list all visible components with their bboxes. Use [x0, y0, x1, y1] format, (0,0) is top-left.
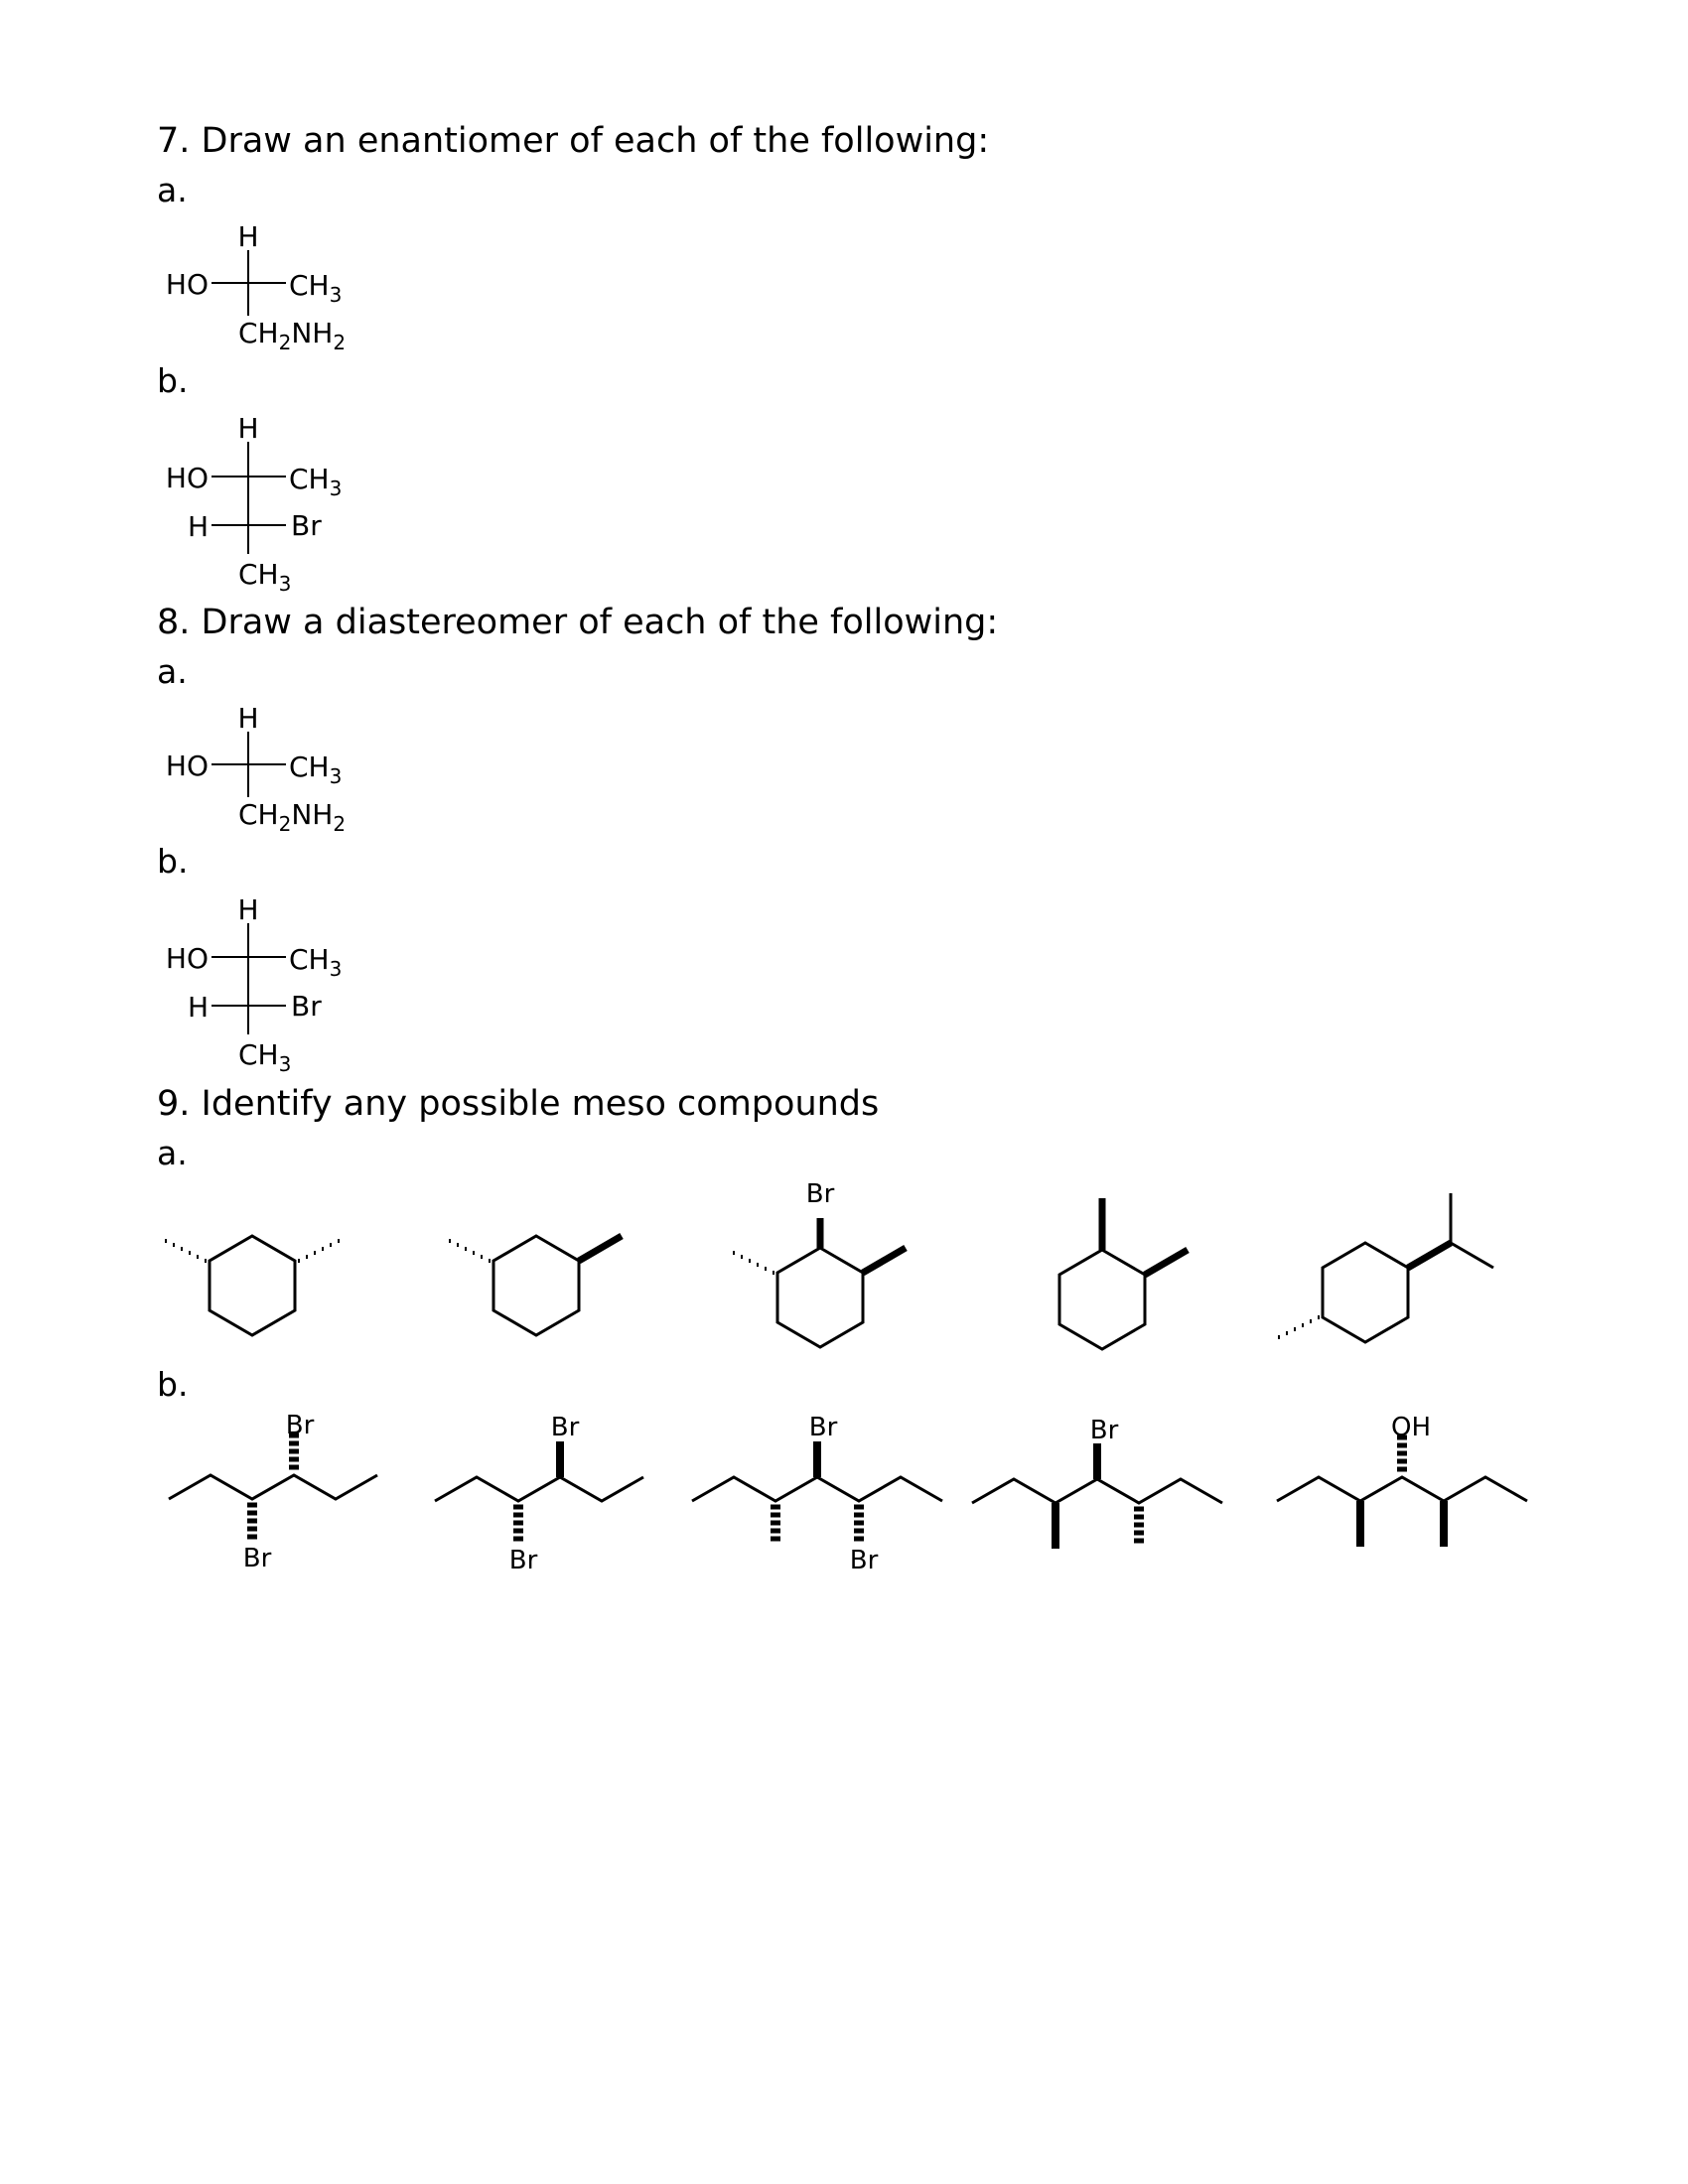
fischer-bottom-label: $CH_2NH_2$ [238, 798, 347, 836]
fischer-right-label-1: $CH_3$ [289, 463, 343, 500]
br-label: Br [285, 1411, 315, 1440]
meso-chain-3 [692, 1413, 942, 1575]
fischer-top-label: H [237, 220, 259, 253]
question-7b-label: b. [157, 361, 189, 400]
fischer-projection-8a [166, 702, 346, 836]
question-9b-label: b. [157, 1365, 189, 1404]
meso-ring-4 [1059, 1198, 1188, 1349]
question-8b-label: b. [157, 842, 189, 881]
fischer-left-label: HO [165, 268, 209, 301]
fischer-bottom-label: $CH_2NH_2$ [238, 317, 347, 354]
fischer-right-label-1: $CH_3$ [289, 943, 343, 981]
meso-chain-1 [169, 1411, 377, 1573]
fischer-left-label: HO [165, 750, 209, 782]
fischer-right-label-2: Br [291, 990, 322, 1023]
fischer-projection-7b [166, 412, 342, 596]
br-label: Br [550, 1413, 580, 1442]
meso-ring-1 [166, 1236, 339, 1335]
fischer-left-label-1: HO [165, 942, 209, 975]
fischer-left-label-2: H [187, 510, 209, 543]
fischer-right-label: $CH_3$ [289, 269, 343, 307]
fischer-projection-7a [166, 220, 346, 354]
question-7a-label: a. [157, 171, 188, 209]
question-8-title: 8. Draw a diastereomer of each of the following: [157, 603, 999, 642]
meso-chain-2 [435, 1413, 643, 1575]
fischer-top-label: H [237, 893, 259, 926]
fischer-top-label: H [237, 702, 259, 735]
meso-chain-4 [972, 1416, 1222, 1549]
br-label: Br [808, 1413, 838, 1442]
question-9-title: 9. Identify any possible meso compounds [157, 1084, 880, 1124]
br-label: Br [849, 1546, 879, 1575]
fischer-bottom-label: $CH_3$ [238, 1038, 292, 1076]
fischer-projection-8b [166, 893, 342, 1076]
question-9a-label: a. [157, 1134, 188, 1172]
meso-chain-5 [1277, 1413, 1527, 1547]
question-8a-label: a. [157, 652, 188, 691]
br-label: Br [805, 1179, 835, 1209]
fischer-left-label-2: H [187, 991, 209, 1024]
br-label: Br [508, 1546, 538, 1575]
oh-label: OH [1390, 1413, 1432, 1442]
fischer-bottom-label: $CH_3$ [238, 558, 292, 596]
meso-ring-2 [450, 1236, 622, 1335]
fischer-left-label-1: HO [165, 462, 209, 494]
fischer-right-label-2: Br [291, 509, 322, 542]
meso-ring-3 [734, 1179, 906, 1347]
br-label: Br [1089, 1416, 1119, 1445]
meso-ring-5 [1279, 1193, 1493, 1342]
fischer-right-label: $CH_3$ [289, 751, 343, 788]
fischer-top-label: H [237, 412, 259, 445]
question-7-title: 7. Draw an enantiomer of each of the following: [157, 121, 990, 161]
br-label: Br [242, 1544, 272, 1573]
